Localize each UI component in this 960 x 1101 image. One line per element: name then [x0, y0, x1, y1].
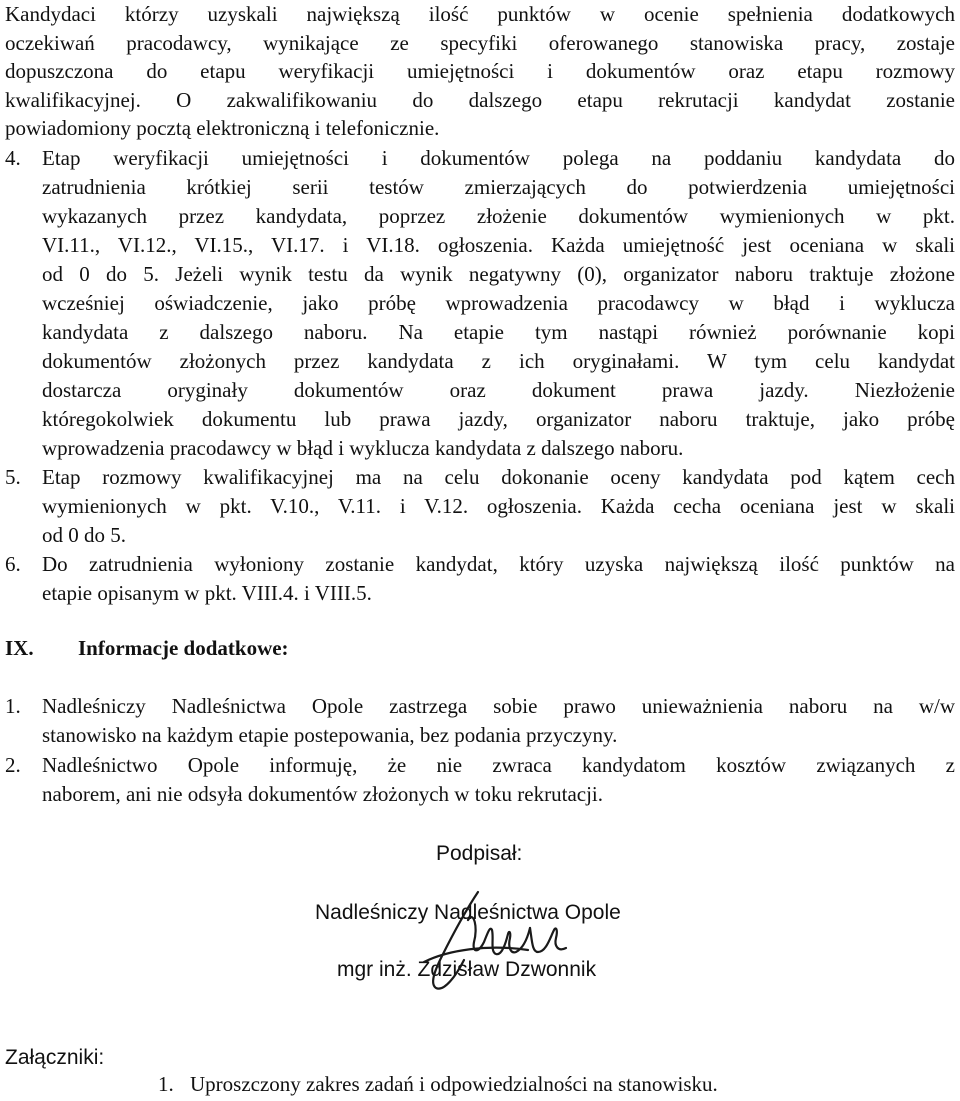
- intro-line: Kandydaci którzy uzyskali największą ilość punktów w ocenie spełnienia dodatkowych: [5, 2, 955, 26]
- attachment-item: Uproszczony zakres zadań i odpowiedzialności na stanowisku.: [190, 1072, 718, 1096]
- info-line: Nadleśniczy Nadleśnictwa Opole zastrzega sobie prawo unieważnienia naboru na w/w: [42, 694, 955, 718]
- list-number: 4.: [5, 146, 21, 170]
- point-line: wcześniej oświadczenie, jako próbę wprowadzenia pracodawcy w błąd i wyklucza: [42, 291, 955, 315]
- intro-line: powiadomiony pocztą elektroniczną i telefonicznie.: [5, 116, 440, 140]
- info-line: Nadleśnictwo Opole informuję, że nie zwraca kandydatom kosztów związanych z: [42, 753, 955, 777]
- point-line: Etap rozmowy kwalifikacyjnej ma na celu dokonanie oceny kandydata pod kątem cech: [42, 465, 955, 489]
- point-line: VI.11., VI.12., VI.15., VI.17. i VI.18. ogłoszenia. Każda umiejętność jest oceniana w skali: [42, 233, 955, 257]
- point-line: dokumentów złożonych przez kandydata z ich oryginałami. W tym celu kandydat: [42, 349, 955, 373]
- info-line: naborem, ani nie odsyła dokumentów złożonych w toku rekrutacji.: [42, 782, 604, 806]
- intro-line: kwalifikacyjnej. O zakwalifikowaniu do dalszego etapu rekrutacji kandydat zostanie: [5, 88, 955, 112]
- point-line: wykazanych przez kandydata, poprzez złożenie dokumentów wymienionych w pkt.: [42, 204, 955, 228]
- list-number: 5.: [5, 465, 21, 489]
- info-line: stanowisko na każdym etapie postepowania, bez podania przyczyny.: [42, 723, 618, 747]
- point-line: wymienionych w pkt. V.10., V.11. i V.12. ogłoszenia. Każda cecha oceniana jest w skali: [42, 494, 955, 518]
- point-line: od 0 do 5. Jeżeli wynik testu da wynik negatywny (0), organizator naboru traktuje złożone: [42, 262, 955, 286]
- point-line: wprowadzenia pracodawcy w błąd i wyklucza kandydata z dalszego naboru.: [42, 436, 684, 460]
- point-line: Do zatrudnienia wyłoniony zostanie kandydat, który uzyska największą ilość punktów na: [42, 552, 955, 576]
- intro-line: dopuszczona do etapu weryfikacji umiejętności i dokumentów oraz etapu rozmowy: [5, 59, 955, 83]
- point-line: zatrudnienia krótkiej serii testów zmierzających do potwierdzenia umiejętności: [42, 175, 955, 199]
- list-number: 1.: [5, 694, 21, 718]
- signatory-name: mgr inż. Zdzisław Dzwonnik: [337, 958, 597, 981]
- intro-line: oczekiwań pracodawcy, wynikające ze specyfiki oferowanego stanowiska pracy, zostaje: [5, 31, 955, 55]
- list-number: 1.: [158, 1072, 174, 1096]
- point-line: kandydata z dalszego naboru. Na etapie tym nastąpi również porównanie kopi: [42, 320, 955, 344]
- list-number: 2.: [5, 753, 21, 777]
- section-numeral: IX.: [5, 636, 34, 660]
- signatory-role: Nadleśniczy Nadleśnictwa Opole: [315, 901, 621, 924]
- point-line: któregokolwiek dokumentu lub prawa jazdy, organizator naboru traktuje, jako próbę: [42, 407, 955, 431]
- point-line: od 0 do 5.: [42, 523, 126, 547]
- point-line: dostarcza oryginały dokumentów oraz dokument prawa jazdy. Niezłożenie: [42, 378, 955, 402]
- list-number: 6.: [5, 552, 21, 576]
- point-line: etapie opisanym w pkt. VIII.4. i VIII.5.: [42, 581, 372, 605]
- point-line: Etap weryfikacji umiejętności i dokumentów polega na poddaniu kandydata do: [42, 146, 955, 170]
- signed-label: Podpisał:: [436, 842, 523, 865]
- section-title: Informacje dodatkowe:: [78, 636, 289, 660]
- attachments-label: Załączniki:: [5, 1046, 105, 1069]
